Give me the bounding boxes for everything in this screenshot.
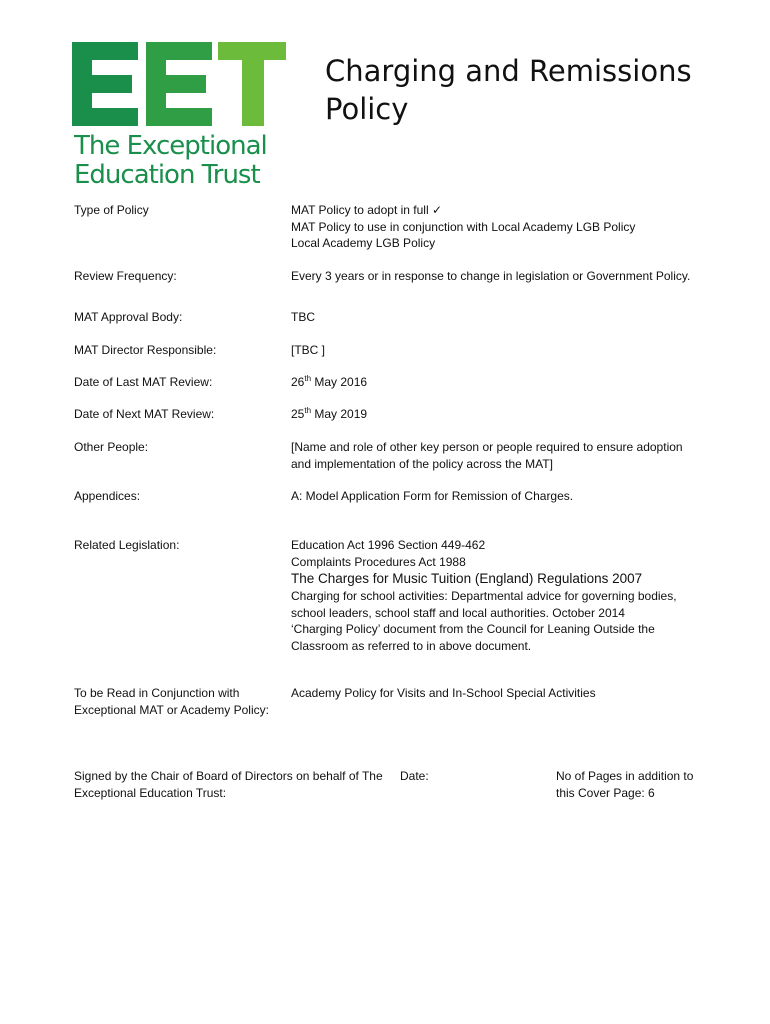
label-appendices: Appendices: bbox=[74, 489, 141, 503]
logo-text-line2: Education Trust bbox=[74, 160, 260, 190]
value-last-review bbox=[291, 374, 696, 391]
title-line2: Policy bbox=[325, 92, 409, 126]
logo-text-line1: The Exceptional bbox=[74, 131, 267, 161]
last-review-suffix: th bbox=[304, 374, 312, 383]
label-related-legislation: Related Legislation: bbox=[74, 538, 180, 552]
legislation-item: Charging for school activities: Departmental advice for governing bodies, school leaders, school staff and local authorities. October 2014 bbox=[291, 589, 677, 620]
value-director: [TBC ] bbox=[291, 343, 326, 357]
document-title bbox=[325, 52, 745, 128]
label-director: MAT Director Responsible: bbox=[74, 343, 217, 357]
title-line1: Charging and Remissions bbox=[325, 54, 692, 88]
policy-option-conjunction: MAT Policy to use in conjunction with Local Academy LGB Policy bbox=[291, 219, 636, 234]
policy-option-adopt: MAT Policy to adopt in full ✓ bbox=[291, 203, 443, 217]
value-read-in-conjunction: Academy Policy for Visits and In-School Special Activities bbox=[291, 686, 596, 700]
label-other-people: Other People: bbox=[74, 440, 149, 454]
legislation-item: Education Act 1996 Section 449-462 bbox=[291, 538, 486, 552]
signature-statement: Signed by the Chair of Board of Directors on behalf of The Exceptional Education Trust: bbox=[74, 769, 383, 800]
eet-letters-graphic bbox=[72, 42, 286, 126]
next-review-rest: May 2019 bbox=[311, 407, 368, 421]
value-approval-body: TBC bbox=[291, 310, 315, 324]
value-type-of-policy bbox=[291, 202, 696, 252]
label-review-frequency: Review Frequency: bbox=[74, 269, 177, 283]
value-other-people: [Name and role of other key person or people required to ensure adoption and implementation of the policy across the MAT] bbox=[291, 440, 683, 471]
value-appendices: A: Model Application Form for Remission of Charges. bbox=[291, 489, 574, 503]
next-review-suffix: th bbox=[304, 406, 312, 415]
page-count: No of Pages in addition to this Cover Page: 6 bbox=[556, 769, 694, 800]
value-next-review bbox=[291, 406, 696, 423]
legislation-item: The Charges for Music Tuition (England) Regulations 2007 bbox=[291, 571, 643, 586]
next-review-day: 25 bbox=[291, 407, 305, 421]
value-review-frequency: Every 3 years or in response to change in legislation or Government Policy. bbox=[291, 269, 691, 283]
label-type-of-policy: Type of Policy bbox=[74, 203, 149, 217]
label-last-review: Date of Last MAT Review: bbox=[74, 375, 213, 389]
trust-logo bbox=[72, 42, 286, 188]
label-next-review: Date of Next MAT Review: bbox=[74, 407, 215, 421]
last-review-day: 26 bbox=[291, 375, 305, 389]
label-read-in-conjunction: To be Read in Conjunction with Exceptional MAT or Academy Policy: bbox=[74, 686, 269, 717]
legislation-item: Complaints Procedures Act 1988 bbox=[291, 554, 466, 569]
policy-option-local: Local Academy LGB Policy bbox=[291, 236, 436, 250]
signature-date: Date: bbox=[400, 769, 429, 783]
value-related-legislation bbox=[291, 537, 696, 654]
label-approval-body: MAT Approval Body: bbox=[74, 310, 183, 324]
last-review-rest: May 2016 bbox=[311, 375, 368, 389]
legislation-item: ‘Charging Policy’ document from the Council for Leaning Outside the Classroom as referred to in above document. bbox=[291, 622, 655, 653]
